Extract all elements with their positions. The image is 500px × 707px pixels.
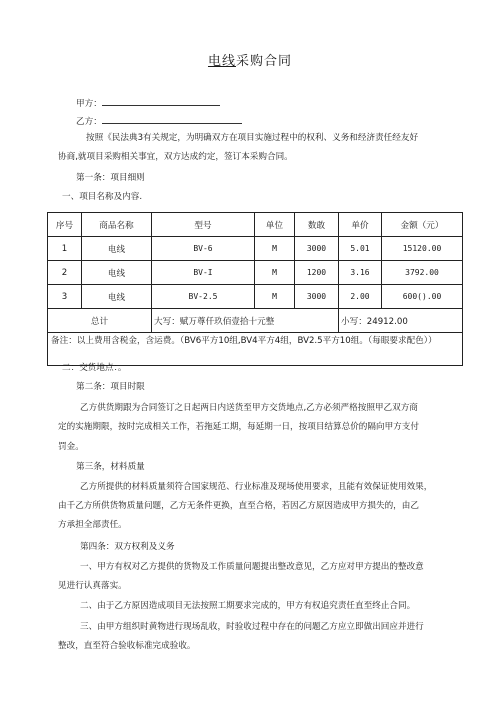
article-2-line-1: 乙方供货期跟为合同签订之日起两日内送货至甲方交货地点,乙方必须严格按照甲乙双方商 (80, 403, 418, 413)
header-amount: 金额（元） (382, 213, 463, 237)
party-a-line (76, 96, 220, 110)
article-4-heading: 第四条：双方权利及义务 (80, 542, 175, 552)
cell-index: 3 (48, 285, 82, 309)
total-label: 总计 (48, 309, 152, 333)
table-note: 备注：以上费用含税金，含运费。（BV6平方10组,BV4平方4组，BV2.5平方10组。（每眼要求配色）） (48, 333, 463, 366)
cell-quantity: 3000 (295, 285, 339, 309)
cell-amount: 600().00 (382, 285, 463, 309)
article-4-clause-2: 二、由于乙方原因造成项目无法按照工期要求完成的，甲方有权追究责任直至终止合同。 (80, 601, 416, 611)
table-header-row (48, 213, 463, 237)
cell-index: 1 (48, 237, 82, 261)
article-3-line-2: 由千乙方所供货物质量问题，乙方无条件更换，直至合格，若因乙方原因造成甲方损失的，由乙 (58, 501, 419, 511)
cell-quantity: 3000 (295, 237, 339, 261)
article-1-heading: 第一条：项目细则 (76, 173, 145, 183)
header-unit: 单位 (255, 213, 295, 237)
cell-product: 电线 (82, 237, 152, 261)
table-note-row (48, 333, 463, 366)
table-row (48, 261, 463, 285)
article-3-line-1: 乙方所提供的材料质量须符合国家规范、行业标准及现场使用要求，且能有效保证使用效果， (80, 482, 433, 492)
item-2-delivery: 二：交货地点：。 (62, 363, 127, 373)
cell-amount: 15120.00 (382, 237, 463, 261)
document-title (0, 50, 500, 69)
cell-model: BV-6 (152, 237, 255, 261)
total-amount-upper: 大写：赋万尊仟玖佰壹拾十元整 (152, 309, 339, 333)
article-2-heading: 第二条：项目时限 (76, 382, 145, 392)
cell-index: 2 (48, 261, 82, 285)
cell-product: 电线 (82, 285, 152, 309)
table-row (48, 237, 463, 261)
title-underlined-part: 电线 (207, 54, 236, 69)
article-2-line-3: 罚金。 (58, 442, 84, 452)
header-quantity: 数敢 (295, 213, 339, 237)
cell-model: BV-2.5 (152, 285, 255, 309)
article-3-heading: 第三条，材料质量 (76, 462, 145, 472)
party-b-blank (102, 114, 242, 124)
party-a-blank (102, 96, 220, 106)
article-4-clause-1-line-2: 见进行认真落实。 (58, 581, 127, 591)
party-b-label: 乙方： (76, 117, 102, 127)
table-total-row (48, 309, 463, 333)
cell-unit: M (255, 237, 295, 261)
header-model: 型号 (152, 213, 255, 237)
goods-table (47, 212, 463, 366)
cell-price: 3.16 (339, 261, 382, 285)
header-product: 商品名称 (82, 213, 152, 237)
party-a-label: 甲方： (76, 99, 102, 109)
header-index: 序号 (48, 213, 82, 237)
table-row (48, 285, 463, 309)
cell-amount: 3792.00 (382, 261, 463, 285)
article-3-line-3: 方承担全部责任。 (58, 520, 127, 530)
cell-model: BV-I (152, 261, 255, 285)
article-4-clause-3-line-2: 整改，直至符合验收标准完成验收。 (58, 641, 196, 651)
intro-line-1: 按照《民法典3有关规定，为明确双方在项目实施过程中的权利、义务和经济责任经友好 (86, 133, 419, 143)
cell-quantity: 1200 (295, 261, 339, 285)
cell-price: 2.00 (339, 285, 382, 309)
cell-unit: M (255, 285, 295, 309)
cell-unit: M (255, 261, 295, 285)
item-1-heading: 一、项目名称及内容. (62, 192, 143, 202)
title-rest: 采购合同 (236, 54, 293, 69)
header-price: 单价 (339, 213, 382, 237)
cell-product: 电线 (82, 261, 152, 285)
article-2-line-2: 定的实施期限，按时完成相关工作，若拖延工期，每延期一日，按项目结算总价的隔向甲方支付 (58, 422, 419, 432)
intro-line-2: 协商,就项目采购相关事宜，双方达成约定，签订本采购合同。 (58, 152, 293, 162)
article-4-clause-1-line-1: 一、甲方有权对乙方提供的货物及工作质量问题提出整改意见，乙方应对甲方提出的整改意 (80, 562, 424, 572)
cell-price: 5.01 (339, 237, 382, 261)
party-b-line (76, 114, 242, 128)
total-amount-lower: 小写：24912.00 (339, 309, 463, 333)
article-4-clause-3-line-1: 三、由甲方组织时黄物进行现场乱收，时验收过程中存在的问题乙方应立即做出回应并进行 (80, 622, 424, 632)
